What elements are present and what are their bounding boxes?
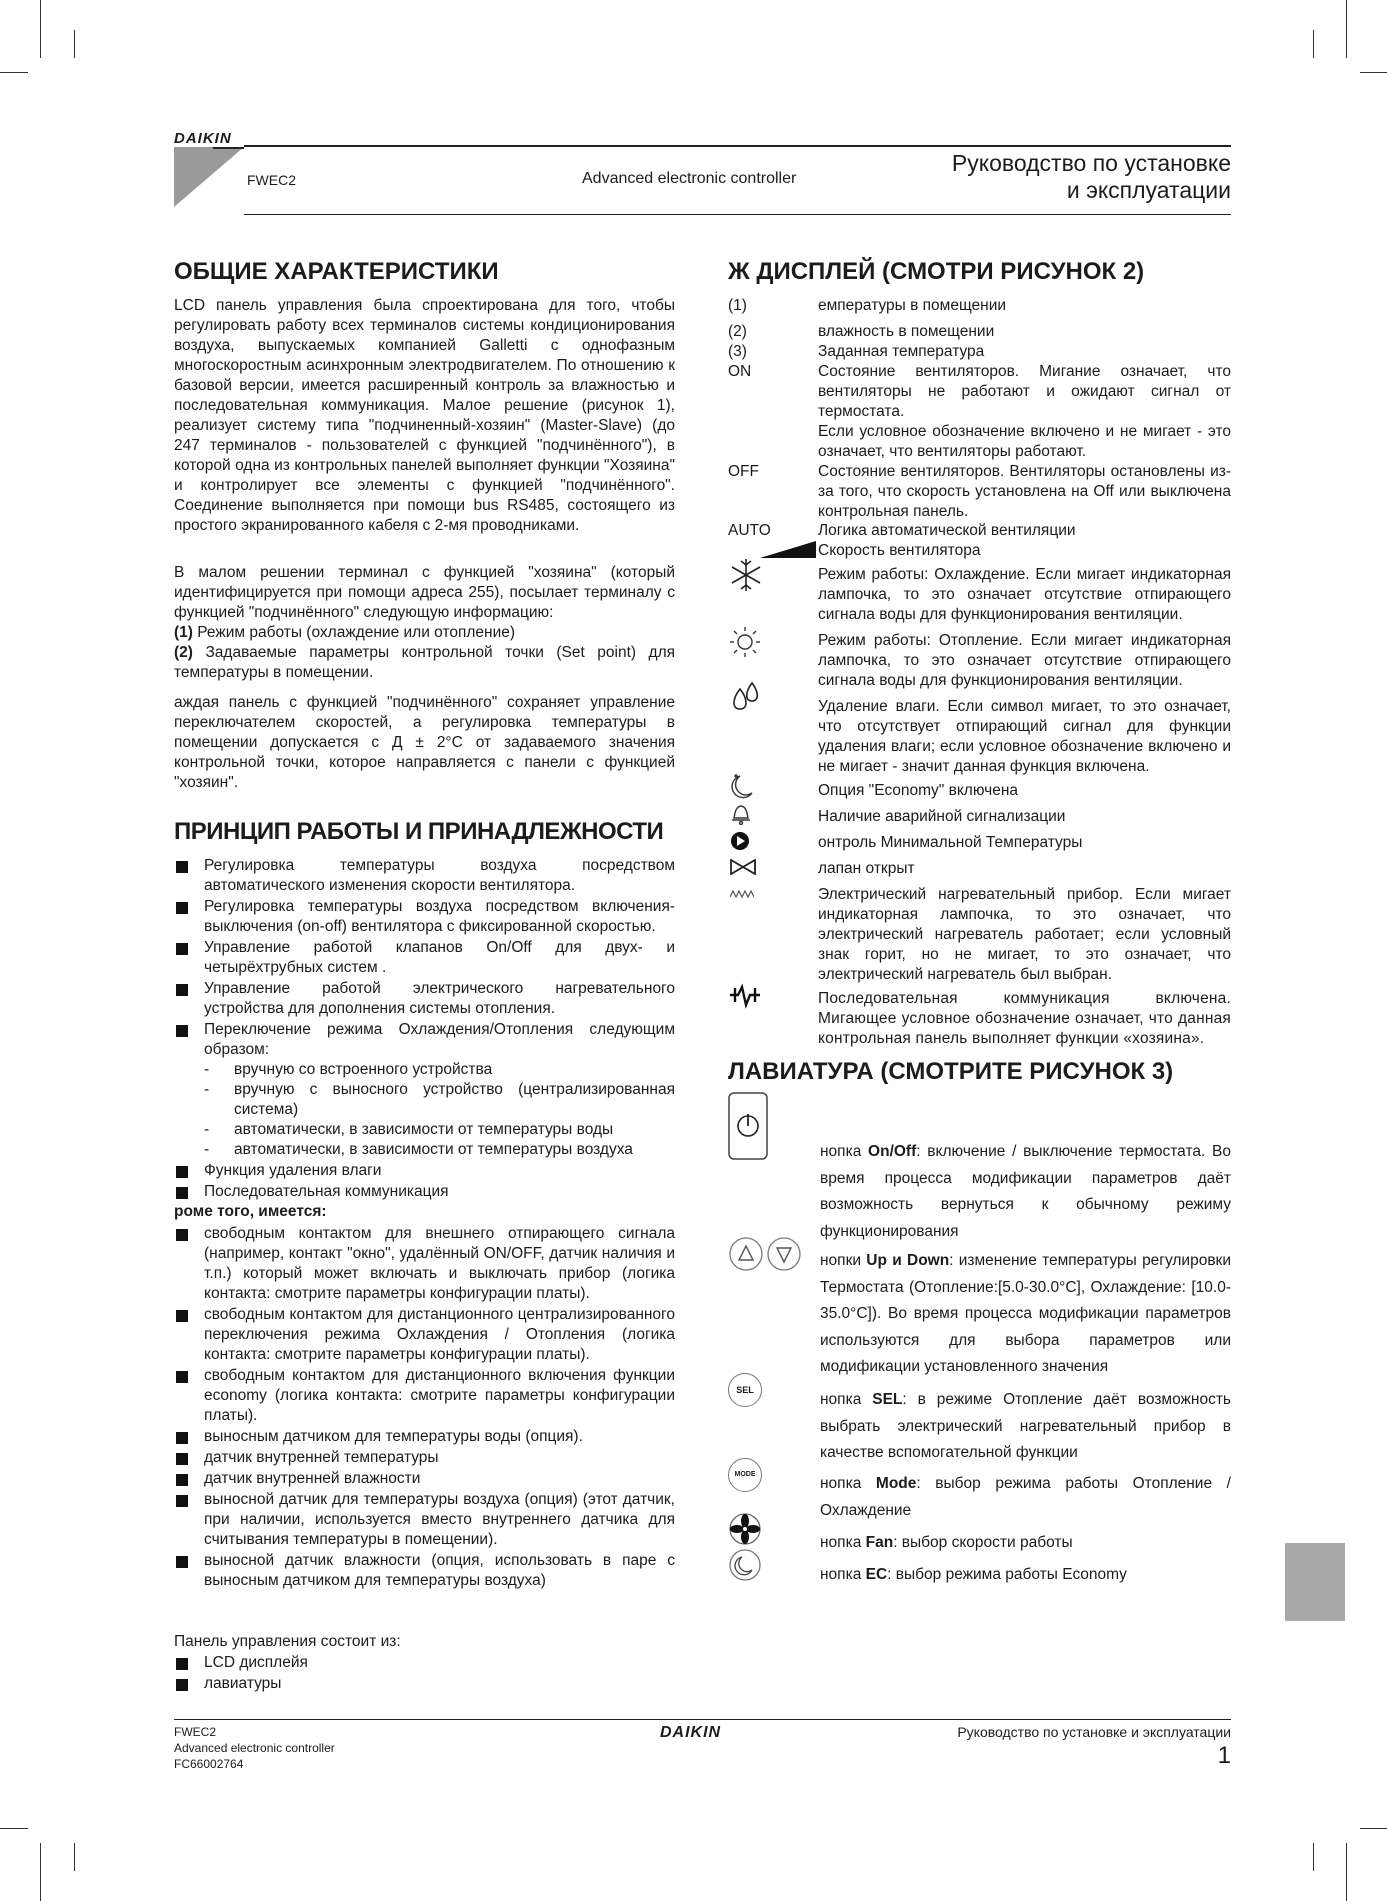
page-title <box>952 150 1231 204</box>
footer-product: Advanced electronic controller <box>174 1741 335 1755</box>
key-prefix: нопка <box>820 1566 866 1583</box>
crop-mark <box>1313 30 1314 58</box>
display-text: емпературы в помещении <box>818 297 1007 314</box>
general-info-item-1 <box>174 623 675 643</box>
key-name: On/Off <box>868 1143 917 1160</box>
list-item: Функция удаления влаги <box>174 1161 675 1181</box>
also-list <box>174 1224 675 1592</box>
crop-mark <box>1360 1828 1387 1829</box>
general-title: ОБЩИЕ ХАРАКТЕРИСТИКИ <box>174 258 499 285</box>
sun-icon <box>728 625 762 659</box>
key-prefix: нопка <box>820 1475 876 1492</box>
key-description-updown <box>820 1248 1231 1381</box>
display-text: онтроль Минимальной Температуры <box>818 834 1083 851</box>
crop-mark <box>0 72 28 73</box>
display-text: Электрический нагревательный прибор. Если мигает индикаторная лампочка, то это означает, что электрический нагреватель работает; если условный знак горит, но не мигает, то это означает, что электрический нагреватель был выбран. <box>818 886 1231 983</box>
valve-icon <box>730 859 756 875</box>
list-item: датчик внутренней температуры <box>174 1448 675 1468</box>
mode-switch-sublist <box>204 1060 675 1160</box>
sel-button-icon: SEL <box>728 1373 762 1407</box>
logo-triangle-icon <box>174 147 244 207</box>
economy-button-icon <box>728 1548 762 1582</box>
page-title-line2: и эксплуатации <box>1066 177 1231 203</box>
header-model: FWEC2 <box>247 172 296 188</box>
serial-comm-icon <box>728 983 762 1011</box>
panel-intro: Панель управления состоит из: <box>174 1633 401 1650</box>
display-key: AUTO <box>728 522 771 539</box>
economy-moon-icon <box>728 771 758 801</box>
list-item: свободным контактом для дистанционного включения функции economy (логика контакта: смотрите параметры конфигурации платы). <box>174 1366 675 1426</box>
key-description-ec <box>820 1562 1231 1589</box>
header-product: Advanced electronic controller <box>582 170 797 187</box>
water-drops-icon <box>728 679 764 719</box>
display-text: Режим работы: Отопление. Если мигает индикаторная лампочка, то это означает отсутствие отпирающего сигнала воды для функционирования вентиляции. <box>818 632 1231 689</box>
list-item-text: Переключение режима Охлаждения/Отопления следующим образом: <box>204 1021 675 1058</box>
item-number: (1) <box>174 624 193 641</box>
item-text: Задаваемые параметры контрольной точки (Set point) для температуры в помещении. <box>174 644 676 681</box>
panel-list <box>174 1653 675 1695</box>
sub-list-item: - автоматически, в зависимости от температуры воздуха <box>204 1140 675 1160</box>
key-description-onoff <box>820 1139 1231 1245</box>
heater-icon <box>730 889 754 899</box>
brand-logo: DAIKIN <box>174 130 232 147</box>
key-prefix: нопка <box>820 1143 869 1160</box>
list-item: Регулировка температуры воздуха посредством включения-выключения (on-off) вентилятора с фиксированной скоростью. <box>174 897 675 937</box>
mode-button-icon: MODE <box>728 1458 762 1492</box>
general-paragraph-2-text: В малом решении терминал с функцией "хозяина" (который идентифицируется при помощи адреса 255), посылает терминалу с функцией "подчинённого" следующую информацию: <box>174 564 675 621</box>
crop-mark <box>1346 0 1347 58</box>
principle-title: ПРИНЦИП РАБОТЫ И ПРИНАДЛЕЖНОСТИ <box>174 818 664 845</box>
display-title: Ж ДИСПЛЕЙ (СМОТРИ РИСУНОК 2) <box>728 258 1145 285</box>
list-item: свободным контактом для внешнего отпирающего сигнала (например, контакт "окно", удалённый ON/OFF, датчик наличия и т.п.) который может включать и выключать прибор (логика контакта: смотрите параметры конфигурации платы). <box>174 1224 675 1304</box>
key-text: : выбор скорости работы <box>893 1534 1073 1551</box>
list-item: выносным датчиком для температуры воды (опция). <box>174 1427 675 1447</box>
fan-speed-bars-icon <box>760 541 816 558</box>
header-rule <box>244 145 1231 147</box>
min-temp-icon <box>730 831 750 851</box>
snowflake-icon <box>728 557 764 593</box>
key-text: : выбор режима работы Economy <box>887 1566 1127 1583</box>
general-paragraph-1: LCD панель управления была спроектирована для того, чтобы регулировать работу всех терминалов системы кондиционирования воздуха, выпускаемых компанией Galletti с однофазным многоскоростным асинхронным электродвигателем. По отношению к базовой версии, имеется расширенный контроль за влажностью и последовательная коммуникация. Малое решение (рисунок 1), реализует систему типа "подчиненный-хозяин" (Master-Slave) (до 247 терминалов - пользователей с функцией "подчинённого"), в которой одна из контрольных панелей выполняет функции "Хозяина" и контролирует все элементы с функцией "подчинённого". Соединение выполняется при помощи bus RS485, состоящего из простого экранированного кабеля с 2-мя проводниками. <box>174 297 675 534</box>
list-item: Последовательная коммуникация <box>174 1182 675 1202</box>
list-item: Регулировка температуры воздуха посредством автоматического изменения скорости вентилятора. <box>174 856 675 896</box>
sub-list-item: - вручную со встроенного устройства <box>204 1060 675 1080</box>
display-text: Последовательная коммуникация включена. Мигающее условное обозначение означает, что данная контрольная панель выполняет функции «хозяина». <box>818 990 1231 1047</box>
footer-title: Руководство по установке и эксплуатации <box>957 1724 1231 1740</box>
key-prefix: нопки <box>820 1252 867 1269</box>
crop-mark <box>40 1843 41 1901</box>
list-item: LCD дисплейя <box>174 1653 675 1673</box>
display-text: Наличие аварийной сигнализации <box>818 808 1066 825</box>
display-text <box>818 362 1231 462</box>
footer-brand-logo: DAIKIN <box>660 1724 722 1741</box>
list-item: Управление работой электрического нагревательного устройства для дополнения системы отопления. <box>174 979 675 1019</box>
display-text-part: Состояние вентиляторов. Мигание означает, что вентиляторы не работают и ожидают сигнал от термостата. <box>818 363 1231 420</box>
crop-mark <box>1313 1843 1314 1871</box>
item-text: Режим работы (охлаждение или отопление) <box>197 624 516 641</box>
footer-rule <box>174 1719 1231 1720</box>
item-number: (2) <box>174 644 193 661</box>
key-text: : выбор режима работы Отопление / Охлаждение <box>820 1475 1231 1519</box>
crop-mark <box>40 0 41 58</box>
up-button-icon <box>728 1236 764 1272</box>
footer-code: FC66002764 <box>174 1757 244 1771</box>
key-name: EC <box>865 1566 888 1583</box>
footer-model: FWEC2 <box>174 1725 216 1739</box>
display-text: лапан открыт <box>818 860 915 877</box>
header-rule-bottom <box>244 214 1231 215</box>
key-description-sel <box>820 1387 1231 1467</box>
key-name: Fan <box>865 1534 894 1551</box>
display-text-part: Если условное обозначение включено и не мигает - это означает, что вентиляторы работают. <box>818 423 1231 460</box>
general-paragraph-3: аждая панель с функцией "подчинённого" сохраняет управление переключателем скоростей, а регулировка температуры в помещении допускается с Д ± 2°C от задаваемого значения контрольной точки, которое направляется с панели с функцией "хозяин". <box>174 694 675 791</box>
general-paragraph-2 <box>174 563 675 683</box>
footer-meta <box>174 1724 335 1772</box>
crop-mark <box>0 1828 28 1829</box>
chapter-tab <box>1285 1543 1345 1621</box>
list-item: выносной датчик влажности (опция, использовать в паре с выносным датчиком для температуры воздуха) <box>174 1551 675 1591</box>
principle-list <box>174 856 675 1203</box>
display-text: Скорость вентилятора <box>818 542 981 559</box>
display-text: Логика автоматической вентиляции <box>818 522 1076 539</box>
crop-mark <box>1346 1843 1347 1901</box>
general-info-item-2 <box>174 643 675 683</box>
onoff-button-icon <box>728 1092 768 1160</box>
page-number: 1 <box>1217 1742 1231 1769</box>
key-prefix: нопка <box>820 1534 866 1551</box>
display-key: OFF <box>728 463 759 480</box>
page-title-line1: Руководство по установке <box>951 150 1231 176</box>
alarm-bell-icon <box>730 801 752 825</box>
crop-mark <box>74 30 75 58</box>
display-text: Режим работы: Охлаждение. Если мигает индикаторная лампочка, то это означает отсутствие отпирающего сигнала воды для функционирования вентиляции. <box>818 566 1231 623</box>
display-text: Состояние вентиляторов. Вентиляторы остановлены из-за того, что скорость установлена на Off или выключена контрольная панель. <box>818 463 1231 520</box>
list-item: лавиатуры <box>174 1674 675 1694</box>
display-key: ON <box>728 363 752 380</box>
key-description-fan <box>820 1530 1231 1557</box>
sub-list-item: - вручную с выносного устройство (централизированная система) <box>204 1080 675 1120</box>
also-title: роме того, имеется: <box>174 1203 327 1220</box>
sub-list-item: - автоматически, в зависимости от температуры воды <box>204 1120 675 1140</box>
list-item: свободным контактом для дистанционного централизированного переключения режима Охлаждения / Отопления (логика контакта: смотрите параметры конфигурации платы). <box>174 1305 675 1365</box>
key-text: : в режиме Отопление даёт возможность выбрать электрический нагревательный прибор в качестве вспомогательной функции <box>820 1391 1232 1461</box>
fan-button-icon <box>728 1512 762 1546</box>
key-name: SEL <box>872 1391 903 1408</box>
display-text: влажность в помещении <box>818 323 995 340</box>
key-name: Up и Down <box>866 1252 950 1269</box>
display-text: Удаление влаги. Если символ мигает, то это означает, что отсутствует отпирающий сигнал для функции удаления влаги; если условное обозначение включено и не мигает - значит данная функция включена. <box>818 698 1231 775</box>
list-item: датчик внутренней влажности <box>174 1469 675 1489</box>
list-item <box>174 1020 675 1160</box>
display-key: (2) <box>728 323 747 340</box>
down-button-icon <box>766 1236 802 1272</box>
key-description-mode <box>820 1471 1231 1524</box>
display-key: (3) <box>728 343 747 360</box>
display-text: Опция "Economy" включена <box>818 782 1019 799</box>
key-name: Mode <box>875 1475 917 1492</box>
key-text: : включение / выключение термостата. Во время процесса модификации параметров даёт возможность вернуться к обычному режиму функционирования <box>820 1143 1231 1240</box>
keyboard-title: ЛАВИАТУРА (СМОТРИТЕ РИСУНОК 3) <box>728 1058 1174 1085</box>
crop-mark <box>1360 72 1387 73</box>
key-text: : изменение температуры регулировки Термостата (Отопление:[5.0-30.0°C], Охлаждение: [10.0-35.0°C]). Во время процесса модификации параметров используются для выбора параметров или модификации установленного значения <box>820 1252 1231 1375</box>
display-key: (1) <box>728 297 747 314</box>
key-prefix: нопка <box>820 1391 873 1408</box>
list-item: выносной датчик для температуры воздуха (опция) (этот датчик, при наличии, используется вместо внутреннего датчика для считывания температуры в помещении). <box>174 1490 675 1550</box>
list-item: Управление работой клапанов On/Off для двух- и четырёхтрубных систем . <box>174 938 675 978</box>
display-text: Заданная температура <box>818 343 985 360</box>
crop-mark <box>74 1843 75 1871</box>
